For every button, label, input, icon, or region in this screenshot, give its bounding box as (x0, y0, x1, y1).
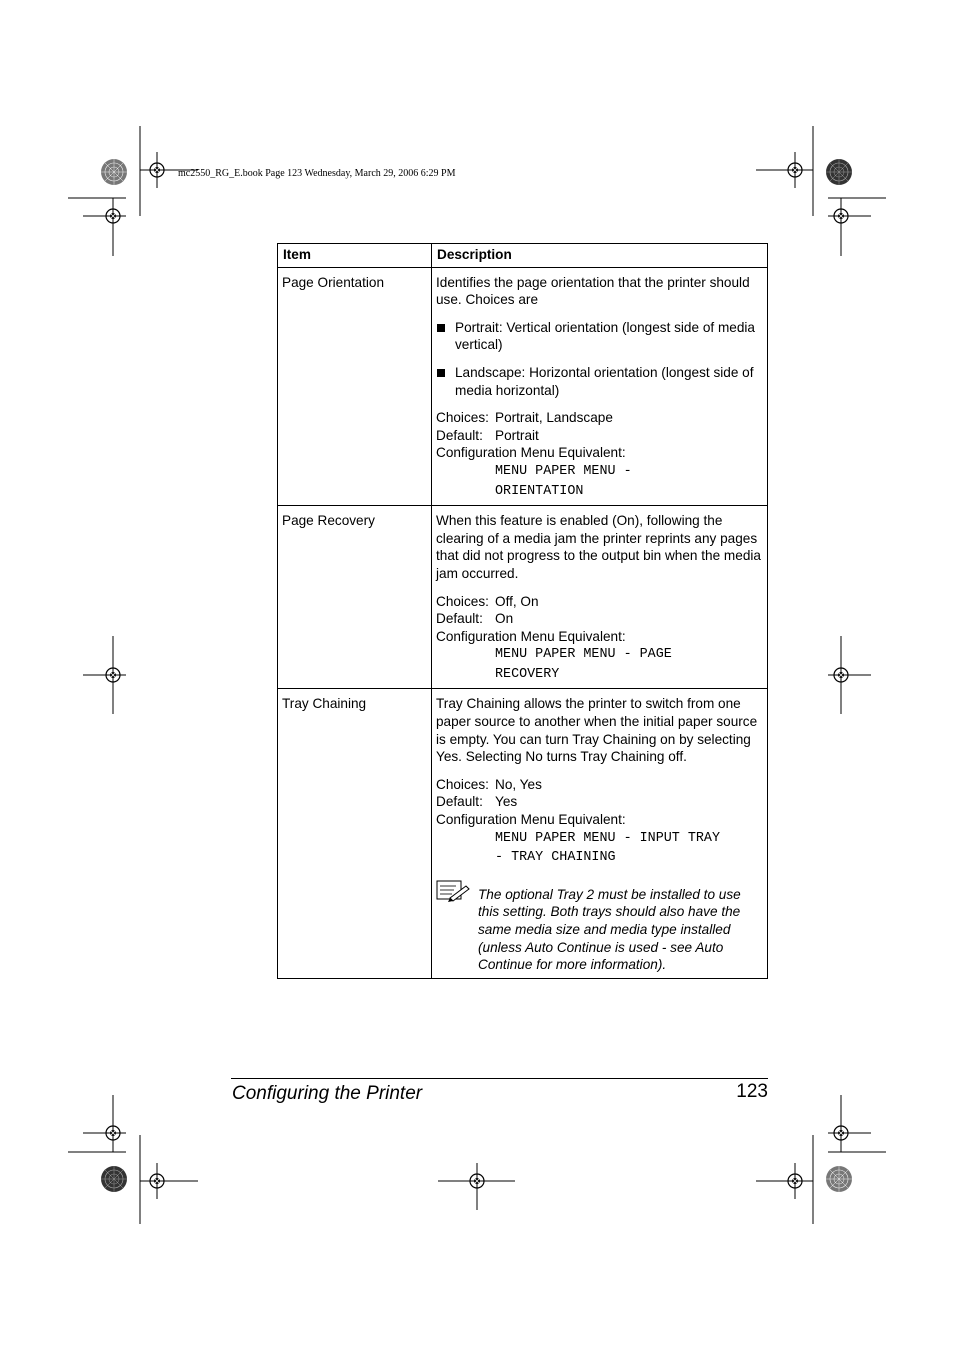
default-line (436, 610, 764, 628)
table-row (278, 267, 768, 506)
bullet-item (436, 319, 764, 354)
table-row (278, 689, 768, 978)
description-cell (432, 267, 768, 506)
config-label: Configuration Menu Equivalent: (436, 445, 626, 461)
bullet-item (436, 364, 764, 399)
config-label: Configuration Menu Equivalent: (436, 812, 626, 828)
choices-line (436, 776, 764, 794)
menu-path-line: ORIENTATION (495, 483, 584, 499)
default-value: On (495, 611, 514, 627)
item-cell: Tray Chaining (278, 689, 432, 978)
bullet-square-icon (437, 324, 445, 332)
column-header-item: Item (278, 244, 432, 268)
default-line (436, 793, 764, 811)
default-label: Default: (436, 427, 483, 443)
footer-rule (231, 1078, 768, 1079)
choices-label: Choices: (436, 410, 489, 426)
menu-path-line: MENU PAPER MENU - (495, 463, 632, 479)
choices-label: Choices: (436, 593, 489, 609)
print-info: mc2550_RG_E.book Page 123 Wednesday, March 29, 2006 6:29 PM (178, 168, 456, 179)
menu-path-line: MENU PAPER MENU - INPUT TRAY (495, 830, 720, 846)
description-text: Tray Chaining allows the printer to switch from one paper source to another when the initial paper source is empty. You can turn Tray Chaining on by selecting Yes. Selecting No turns Tray Chaining off. (436, 696, 758, 765)
description-text: Identifies the page orientation that the printer should use. Choices are (436, 274, 750, 308)
choices-line (436, 409, 764, 427)
default-value: Portrait (495, 427, 539, 443)
default-line (436, 427, 764, 445)
settings-table (277, 243, 768, 979)
choices-value: No, Yes (495, 776, 542, 792)
choices-label: Choices: (436, 776, 489, 792)
menu-path-line: - TRAY CHAINING (495, 850, 616, 866)
config-label: Configuration Menu Equivalent: (436, 628, 626, 644)
column-header-description: Description (432, 244, 768, 268)
description-text: When this feature is enabled (On), following the clearing of a media jam the printer reprints any pages that did not progress to the output bin when the media jam occurred. (436, 513, 761, 581)
item-cell: Page Orientation (278, 267, 432, 506)
choices-value: Portrait, Landscape (495, 410, 613, 426)
description-cell (432, 506, 768, 689)
note-text: The optional Tray 2 must be installed to use this setting. Both trays should also have the same media size and media type installed (unless Auto Continue is used - see Auto Continue for more information). (478, 886, 741, 973)
table-row (278, 506, 768, 689)
default-label: Default: (436, 611, 483, 627)
default-label: Default: (436, 794, 483, 810)
footer-chapter-title: Configuring the Printer (232, 1083, 423, 1104)
page-number: 123 (736, 1081, 768, 1102)
note (436, 880, 764, 974)
table-header-row (278, 244, 768, 268)
menu-path-line: RECOVERY (495, 666, 560, 682)
choices-value: Off, On (495, 593, 539, 609)
default-value: Yes (495, 794, 518, 810)
note-pencil-icon (436, 880, 478, 974)
choices-line (436, 593, 764, 611)
description-cell (432, 689, 768, 978)
menu-path-line: MENU PAPER MENU - PAGE (495, 647, 672, 663)
bullet-square-icon (437, 369, 445, 377)
bullet-text: Portrait: Vertical orientation (longest side of media vertical) (455, 319, 755, 353)
bullet-text: Landscape: Horizontal orientation (longest side of media horizontal) (455, 364, 754, 398)
item-cell: Page Recovery (278, 506, 432, 689)
